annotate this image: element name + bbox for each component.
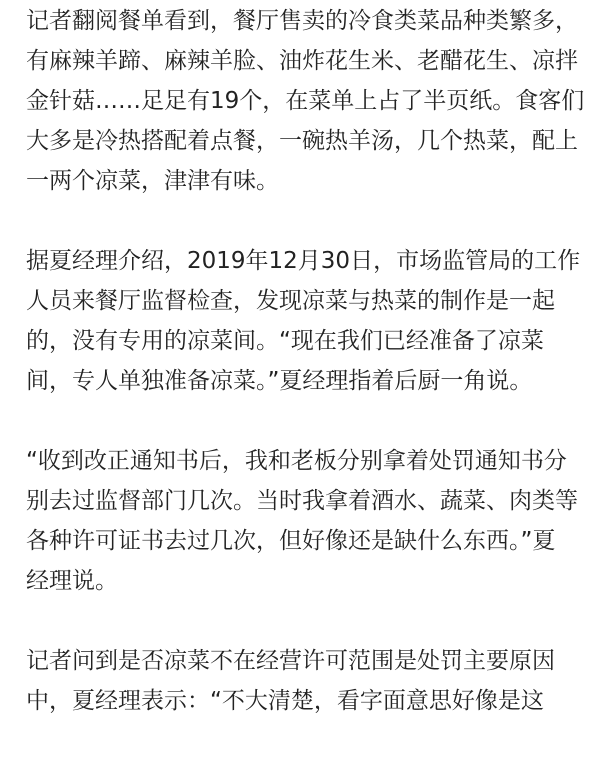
paragraph-1 (26, 1, 585, 201)
text-line: 中，夏经理表示：“不大清楚，看字面意思好像是这 (26, 688, 544, 714)
text-line: 有麻辣羊蹄、麻辣羊脸、油炸花生米、老醋花生、凉拌 (26, 48, 578, 74)
text-line: 一两个凉菜，津津有味。 (26, 168, 279, 194)
paragraph-4 (26, 641, 574, 721)
text-line: 的，没有专用的凉菜间。“现在我们已经准备了凉菜 (26, 328, 544, 354)
text-line: 记者问到是否凉菜不在经营许可范围是处罚主要原因 (26, 648, 555, 674)
paragraph-3 (26, 441, 578, 601)
text-line: 据夏经理介绍，2019年12月30日，市场监管局的工作 (26, 248, 581, 274)
text-line: 金针菇……足足有19个，在菜单上占了半页纸。食客们 (26, 88, 585, 114)
text-line: 大多是冷热搭配着点餐，一碗热羊汤，几个热菜，配上 (26, 128, 578, 154)
text-line: 别去过监督部门几次。当时我拿着酒水、蔬菜、肉类等 (26, 488, 578, 514)
text-line: 间，专人单独准备凉菜。”夏经理指着后厨一角说。 (26, 368, 533, 394)
text-line: “收到改正通知书后，我和老板分别拿着处罚通知书分 (26, 448, 567, 474)
text-line: 经理说。 (26, 568, 118, 594)
text-line: 人员来餐厅监督检查，发现凉菜与热菜的制作是一起 (26, 288, 555, 314)
paragraph-2 (26, 241, 581, 401)
text-line: 记者翻阅餐单看到，餐厅售卖的冷食类菜品种类繁多， (26, 8, 578, 34)
text-line: 各种许可证书去过几次，但好像还是缺什么东西。”夏 (26, 528, 556, 554)
